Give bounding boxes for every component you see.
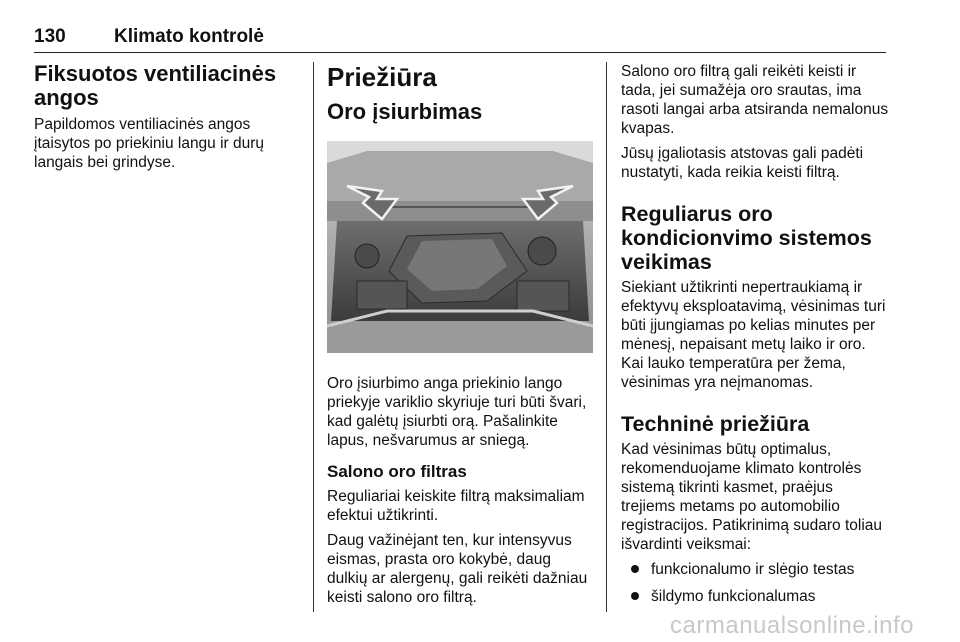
page-header bbox=[34, 26, 886, 53]
section-heading-service: Techninė priežiūra bbox=[621, 412, 810, 436]
bullet-icon bbox=[631, 565, 639, 573]
section-heading-vents: Fiksuotos ventiliacinės angos bbox=[34, 61, 277, 110]
figure-caption: Oro įsiurbimo anga priekinio lango priekyje variklio skyriuje turi būti švari, kad galėtų įsiurbti orą. Pašalinkite lapus, nešvarumus ar sniegą. bbox=[327, 375, 587, 449]
list-item: funkcionalumo ir slėgio testas bbox=[621, 560, 889, 579]
section-heading-ac-operation: Reguliarus oro kondicionvimo sistemos veikimas bbox=[621, 202, 872, 274]
paragraph: Daug važinėjant ten, kur intensyvus eismas, prasta oro kokybė, daug dulkių ar alergenų, gali reikėti dažniau keisti salono oro filtrą. bbox=[327, 532, 588, 606]
page-number: 130 bbox=[34, 26, 66, 47]
paragraph: Jūsų įgaliotasis atstovas gali padėti nustatyti, kada reikia keisti filtrą. bbox=[621, 145, 864, 181]
column-left bbox=[34, 62, 296, 178]
paragraph: Siekiant užtikrinti nepertraukiamą ir efektyvų eksploatavimą, vėsinimas turi būti įjungiamas po kelias minutes per mėnesį, nepaisant metų laiko ir oro. Kai lauko temperatūra per žema, vėsinimas yra neįmanomas. bbox=[621, 279, 886, 391]
column-divider bbox=[313, 62, 314, 612]
bullet-icon bbox=[631, 592, 639, 600]
bullet-list bbox=[621, 560, 889, 606]
paragraph: Reguliariai keiskite filtrą maksimaliam efektui užtikrinti. bbox=[327, 488, 585, 524]
paragraph: Kad vėsinimas būtų optimalus, rekomenduojame klimato kontrolės sistemą tikrinti kasmet, praėjus trejiems metams po automobilio registracijos. Patikrinimą sudaro toliau išvardinti veiksmai: bbox=[621, 441, 883, 553]
paragraph: Salono oro filtrą gali reikėti keisti ir tada, jei sumažėja oro srautas, ima rasoti langai arba atsiranda nemalonus kvapas. bbox=[621, 63, 889, 137]
engine-bay-figure bbox=[327, 141, 593, 353]
chapter-title: Klimato kontrolė bbox=[114, 26, 264, 47]
column-middle bbox=[327, 62, 595, 613]
subsection-heading-cabin-filter: Salono oro filtras bbox=[327, 462, 467, 481]
column-divider bbox=[606, 62, 607, 612]
column-right bbox=[621, 62, 889, 614]
section-title-maintenance: Priežiūra bbox=[327, 62, 437, 92]
paragraph: Papildomos ventiliacinės angos įtaisytos po priekiniu langu ir durų langais bei grindyse. bbox=[34, 116, 265, 171]
watermark: carmanualsonline.info bbox=[670, 612, 914, 639]
subsection-heading-air-intake: Oro įsiurbimas bbox=[327, 99, 483, 124]
list-item: šildymo funkcionalumas bbox=[621, 587, 889, 606]
